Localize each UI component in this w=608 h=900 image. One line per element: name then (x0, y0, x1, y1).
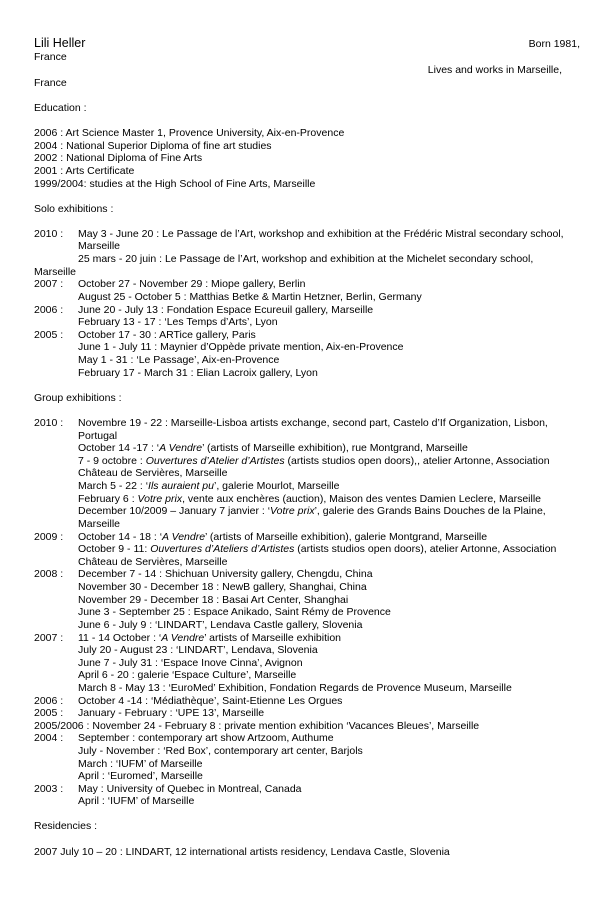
group-entry: June 7 - July 31 : ‘Espace Inove Cinna’, Avignon (78, 657, 303, 669)
artist-name: Lili Heller (34, 36, 86, 50)
group-entry: November 30 - December 18 : NewB gallery, Shanghai, China (78, 581, 367, 593)
year-label: 2006 : (34, 304, 64, 316)
group-entry: October 9 - 11: Ouvertures d’Ateliers d’Artistes (artists studios open doors), atelier Artonne, Association (78, 543, 557, 555)
solo-entry: Marseille (78, 240, 121, 252)
year-label: 2008 : (34, 568, 64, 580)
group-entry: December 7 - 14 : Shichuan University gallery, Chengdu, China (78, 568, 373, 580)
education-heading: Education : (34, 102, 87, 114)
year-label: 2003 : (34, 783, 64, 795)
group-entry: October 14 -17 : ‘A Vendre’ (artists of Marseille exhibition), rue Montgrand, Marseille (78, 442, 468, 454)
born-line: Born 1981, (528, 38, 580, 50)
residency-entry: 2007 July 10 – 20 : LINDART, 12 international artists residency, Lendava Castle, Slovenia (34, 846, 450, 858)
group-entry: May : University of Quebec in Montreal, Canada (78, 783, 302, 795)
group-entry: March 5 - 22 : ‘Ils auraient pu’, galerie Mourlot, Marseille (78, 480, 340, 492)
solo-entry: May 1 - 31 : ‘Le Passage’, Aix-en-Provence (78, 354, 280, 366)
year-label: 2004 : (34, 732, 64, 744)
year-label: 2006 : (34, 695, 64, 707)
group-entry: 7 - 9 octobre : Ouvertures d’Atelier d’Artistes (artists studios open doors),, atelier Artonne, Association (78, 455, 550, 467)
group-entry: June 6 - July 9 : ‘LINDART’, Lendava Castle gallery, Slovenia (78, 619, 363, 631)
education-item: 2002 : National Diploma of Fine Arts (34, 152, 203, 164)
year-label: 2007 : (34, 278, 64, 290)
group-heading: Group exhibitions : (34, 392, 122, 404)
group-entry: Portugal (78, 430, 118, 442)
group-entry: April : ‘Euromed’, Marseille (78, 770, 203, 782)
group-entry: February 6 : Votre prix, vente aux enchères (auction), Maison des ventes Damien Leclere, Marseille (78, 493, 542, 505)
lives-line: Lives and works in Marseille, (427, 64, 562, 76)
group-entry: November 29 - December 18 : Basai Art Center, Shanghai (78, 594, 349, 606)
year-label: 2009 : (34, 531, 64, 543)
year-label: 2005 : (34, 329, 64, 341)
group-entry: April : ‘IUFM’ of Marseille (78, 795, 195, 807)
group-entry: January - February : ‘UPE 13’, Marseille (78, 707, 265, 719)
year-label: 2010 : (34, 228, 64, 240)
group-entry: Château de Servières, Marseille (78, 467, 228, 479)
group-entry: 11 - 14 October : ‘A Vendre’ artists of Marseille exhibition (78, 632, 342, 644)
group-entry: March : ‘IUFM’ of Marseille (78, 758, 203, 770)
group-entry: December 10/2009 – January 7 janvier : ‘Votre prix’, galerie des Grands Bains Douches de la Plaine, (78, 505, 546, 517)
solo-entry: February 13 - 17 : ‘Les Temps d’Arts’, Lyon (78, 316, 278, 328)
group-entry: March 8 - May 13 : ‘EuroMed’ Exhibition, Fondation Regards de Provence Museum, Marseille (78, 682, 512, 694)
year-label: 2005 : (34, 707, 64, 719)
solo-heading: Solo exhibitions : (34, 203, 114, 215)
education-item: 2006 : Art Science Master 1, Provence University, Aix-en-Provence (34, 127, 345, 139)
group-entry: October 4 -14 : ‘Médiathèque’, Saint-Etienne Les Orgues (78, 695, 343, 707)
group-entry: July - November : ‘Red Box’, contemporary art center, Barjols (78, 745, 363, 757)
education-item: 2004 : National Superior Diploma of fine art studies (34, 140, 272, 152)
country-line: France (34, 51, 67, 63)
group-entry: 2005/2006 : November 24 - February 8 : private mention exhibition ‘Vacances Bleues’, Marseille (34, 720, 480, 732)
solo-entry: October 27 - November 29 : Miope gallery, Berlin (78, 278, 306, 290)
solo-entry: May 3 - June 20 : Le Passage de l’Art, workshop and exhibition at the Frédéric Mistral secondary school, (78, 228, 564, 240)
solo-entry: February 17 - March 31 : Elian Lacroix gallery, Lyon (78, 367, 318, 379)
year-label: 2007 : (34, 632, 64, 644)
solo-entry: Marseille (34, 266, 77, 278)
education-item: 1999/2004: studies at the High School of Fine Arts, Marseille (34, 178, 316, 190)
solo-entry: October 17 - 30 : ARTice gallery, Paris (78, 329, 256, 341)
group-entry: April 6 - 20 : galerie ‘Espace Culture’, Marseille (78, 669, 297, 681)
solo-entry: June 1 - July 11 : Maynier d’Oppède private mention, Aix-en-Provence (78, 341, 404, 353)
residencies-heading: Residencies : (34, 820, 98, 832)
solo-entry: June 20 - July 13 : Fondation Espace Ecureuil gallery, Marseille (78, 304, 374, 316)
group-entry: Marseille (78, 518, 121, 530)
country-line-2: France (34, 77, 67, 89)
group-entry: Château de Servières, Marseille (78, 556, 228, 568)
group-entry: October 14 - 18 : ‘A Vendre’ (artists of Marseille exhibition), galerie Montgrand, Marseille (78, 531, 488, 543)
education-item: 2001 : Arts Certificate (34, 165, 135, 177)
group-entry: June 3 - September 25 : Espace Anikado, Saint Rémy de Provence (78, 606, 391, 618)
year-label: 2010 : (34, 417, 64, 429)
solo-entry: 25 mars - 20 juin : Le Passage de l’Art, workshop and exhibition at the Michelet secondary school, (78, 253, 534, 265)
group-entry: September : contemporary art show Artzoom, Authume (78, 732, 334, 744)
group-entry: Novembre 19 - 22 : Marseille-Lisboa artists exchange, second part, Castelo d’If Organization, Lisbon, (78, 417, 548, 429)
solo-entry: August 25 - October 5 : Matthias Betke & Martin Hetzner, Berlin, Germany (78, 291, 422, 303)
group-entry: July 20 - August 23 : ‘LINDART’, Lendava, Slovenia (78, 644, 318, 656)
